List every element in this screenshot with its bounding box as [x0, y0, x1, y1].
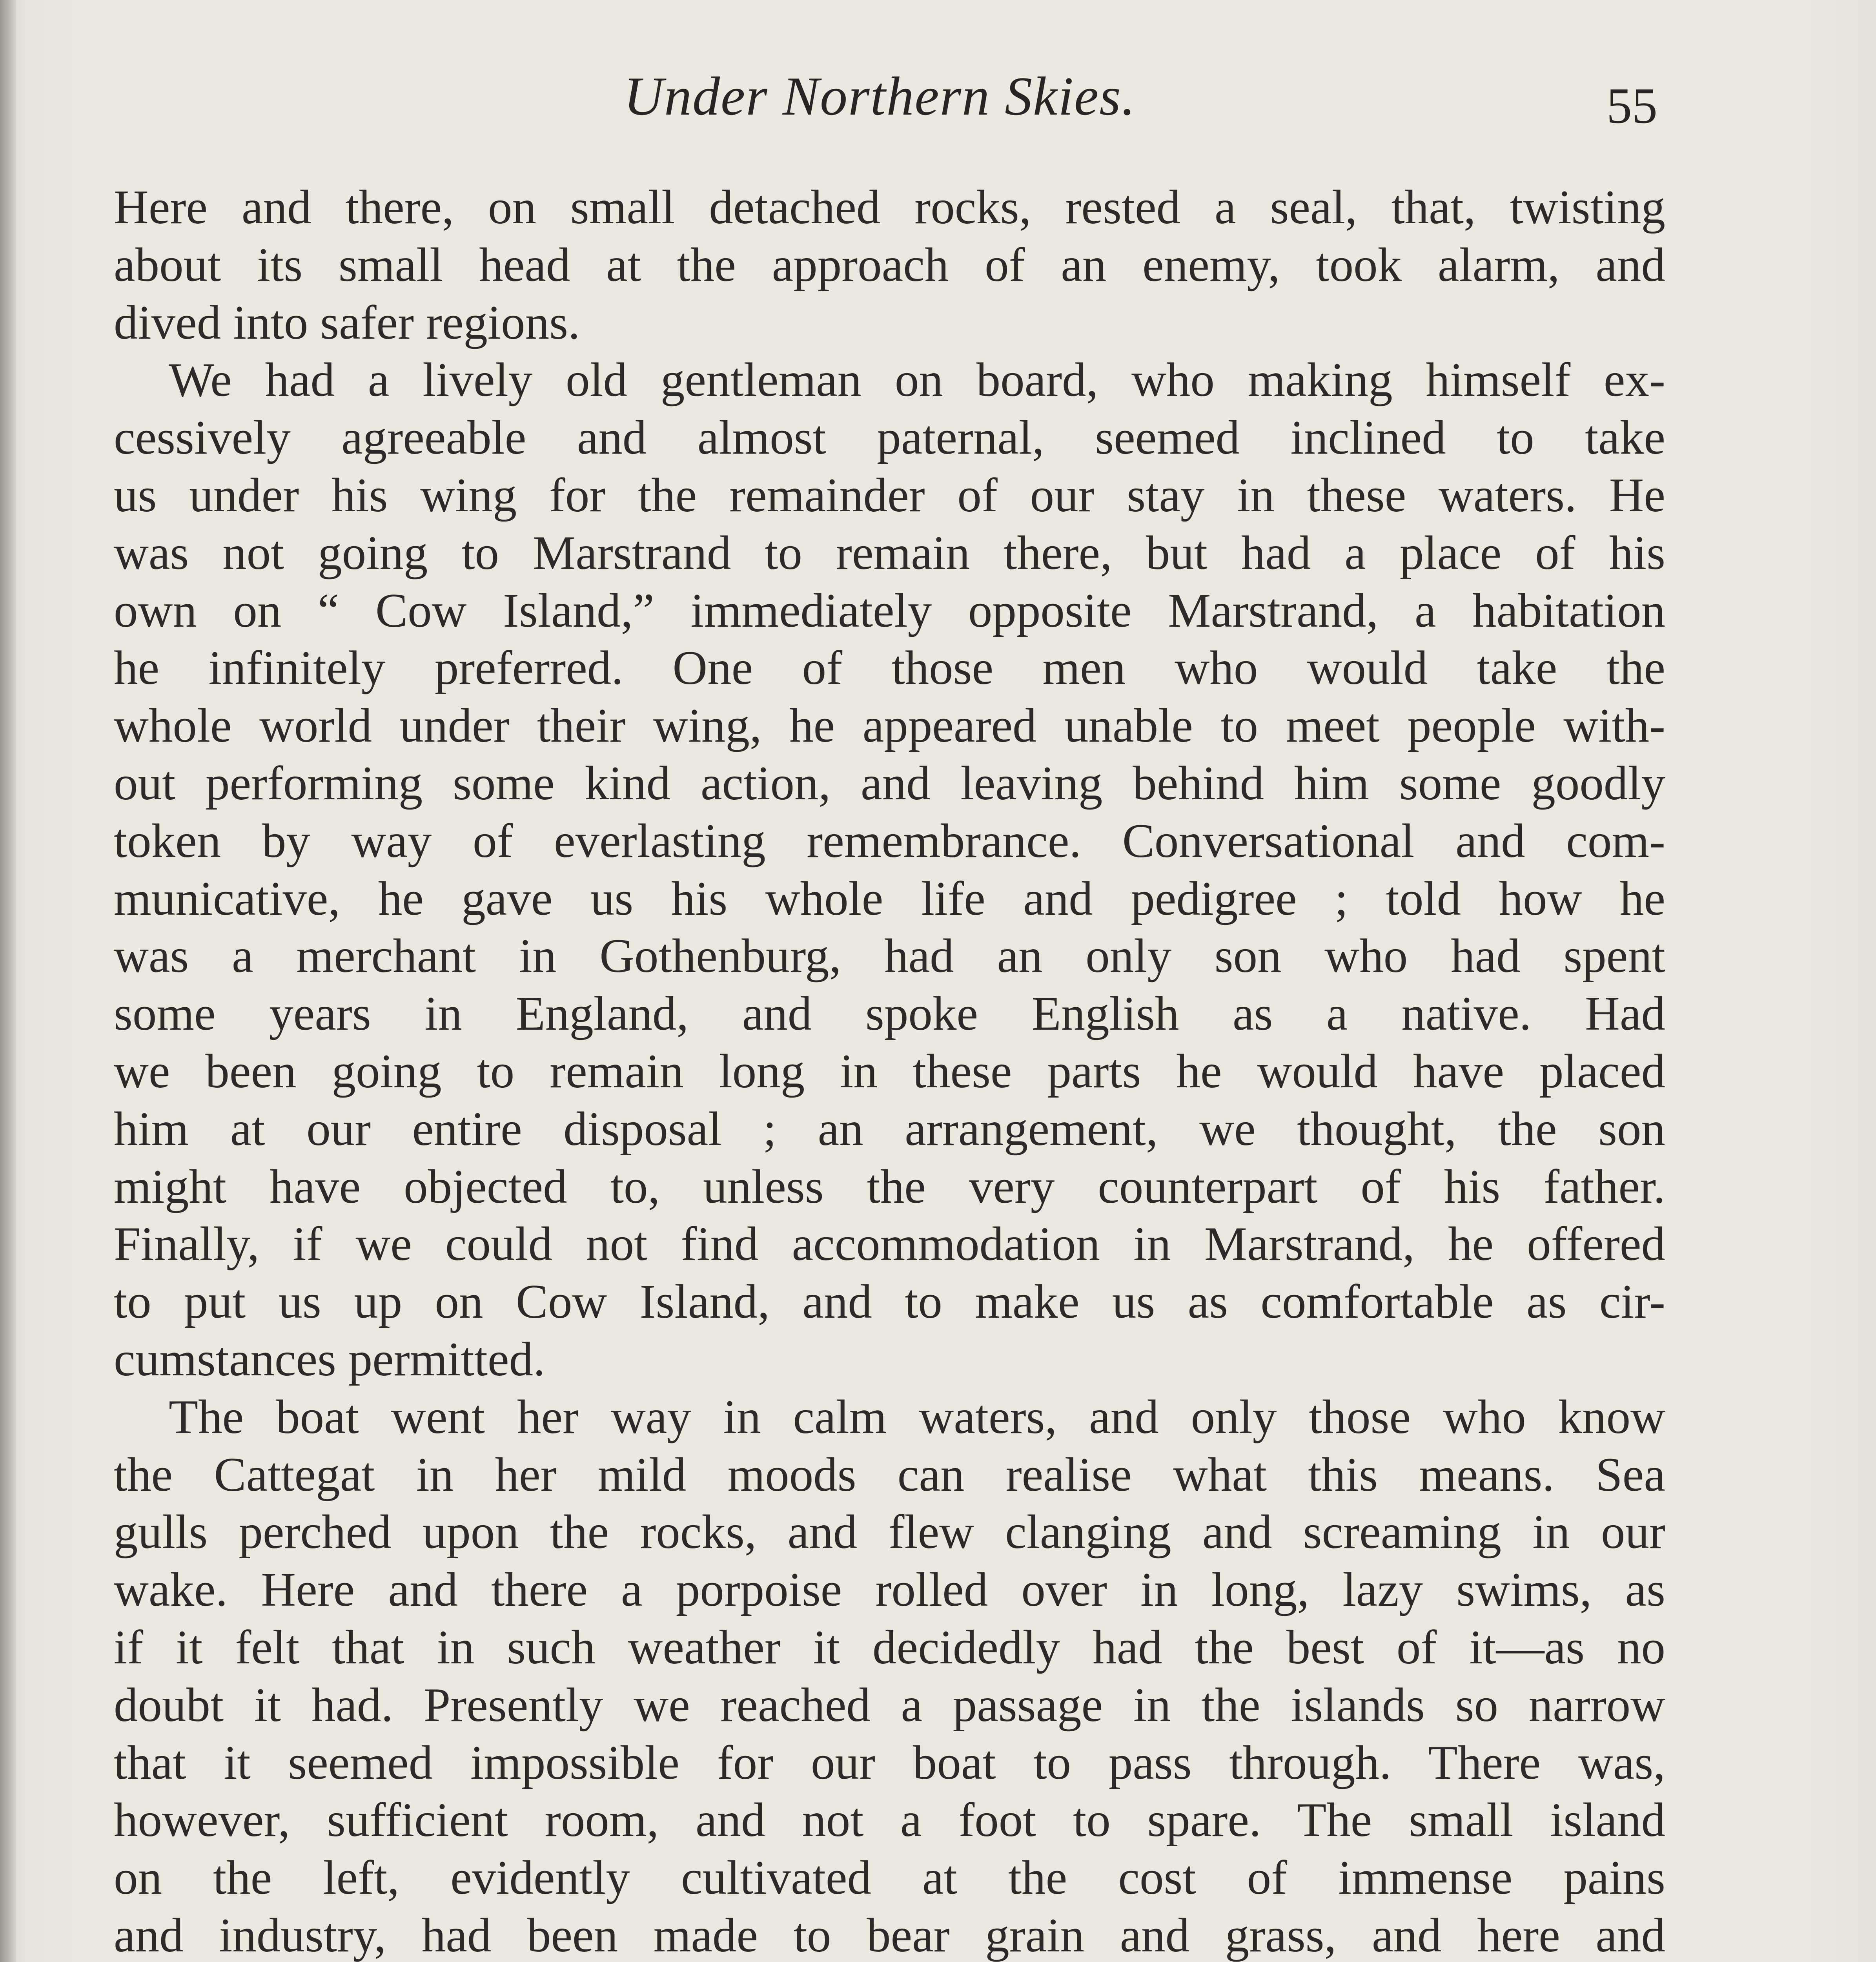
- text-line: might have objected to, unless the very counterpart of his father.: [114, 1159, 1665, 1213]
- text-line: whole world under their wing, he appeared unable to meet people with-: [114, 698, 1665, 753]
- text-line: gulls perched upon the rocks, and flew clanging and screaming in our: [114, 1505, 1665, 1559]
- text-line: We had a lively old gentleman on board, who making himself ex-: [169, 353, 1665, 407]
- text-line: Here and there, on small detached rocks, rested a seal, that, twisting: [114, 180, 1665, 234]
- text-line: some years in England, and spoke English as a native. Had: [114, 986, 1665, 1041]
- text-line: own on “ Cow Island,” immediately opposite Marstrand, a habitation: [114, 583, 1665, 637]
- text-line: us under his wing for the remainder of our stay in these waters. He: [114, 468, 1665, 522]
- text-line: municative, he gave us his whole life and pedigree ; told how he: [114, 871, 1665, 925]
- text-line: about its small head at the approach of an enemy, took alarm, and: [114, 237, 1665, 292]
- body-text: [114, 179, 1665, 1962]
- page-header: [0, 65, 1876, 143]
- text-line: cumstances permitted.: [114, 1332, 545, 1386]
- text-line: he infinitely preferred. One of those men who would take the: [114, 641, 1665, 695]
- text-line: if it felt that in such weather it decidedly had the best of it—as no: [114, 1620, 1665, 1674]
- text-line: out performing some kind action, and leaving behind him some goodly: [114, 756, 1665, 810]
- text-line: cessively agreeable and almost paternal, seemed inclined to take: [114, 410, 1665, 465]
- text-line: token by way of everlasting remembrance. Conversational and com-: [114, 813, 1665, 868]
- running-head: Under Northern Skies.: [624, 66, 1136, 127]
- text-line: doubt it had. Presently we reached a passage in the islands so narrow: [114, 1678, 1665, 1732]
- text-line: to put us up on Cow Island, and to make us as comfortable as cir-: [114, 1275, 1665, 1329]
- text-line: dived into safer regions.: [114, 295, 580, 349]
- text-line: that it seemed impossible for our boat to pass through. There was,: [114, 1735, 1665, 1789]
- text-line: was a merchant in Gothenburg, had an only son who had spent: [114, 929, 1665, 983]
- text-line: and industry, had been made to bear grain and grass, and here and: [114, 1908, 1665, 1962]
- text-line: however, sufficient room, and not a foot to spare. The small island: [114, 1793, 1665, 1847]
- text-line: the Cattegat in her mild moods can realise what this means. Sea: [114, 1447, 1665, 1501]
- text-line: was not going to Marstrand to remain there, but had a place of his: [114, 525, 1665, 580]
- text-line: him at our entire disposal ; an arrangement, we thought, the son: [114, 1101, 1665, 1156]
- text-line: wake. Here and there a porpoise rolled over in long, lazy swims, as: [114, 1563, 1665, 1617]
- text-line: on the left, evidently cultivated at the cost of immense pains: [114, 1851, 1665, 1905]
- text-line: we been going to remain long in these parts he would have placed: [114, 1044, 1665, 1098]
- page-number: 55: [1606, 78, 1657, 134]
- text-line: Finally, if we could not find accommodation in Marstrand, he offered: [114, 1217, 1665, 1271]
- spine-shadow: [0, 0, 16, 1962]
- text-line: The boat went her way in calm waters, and only those who know: [169, 1389, 1665, 1444]
